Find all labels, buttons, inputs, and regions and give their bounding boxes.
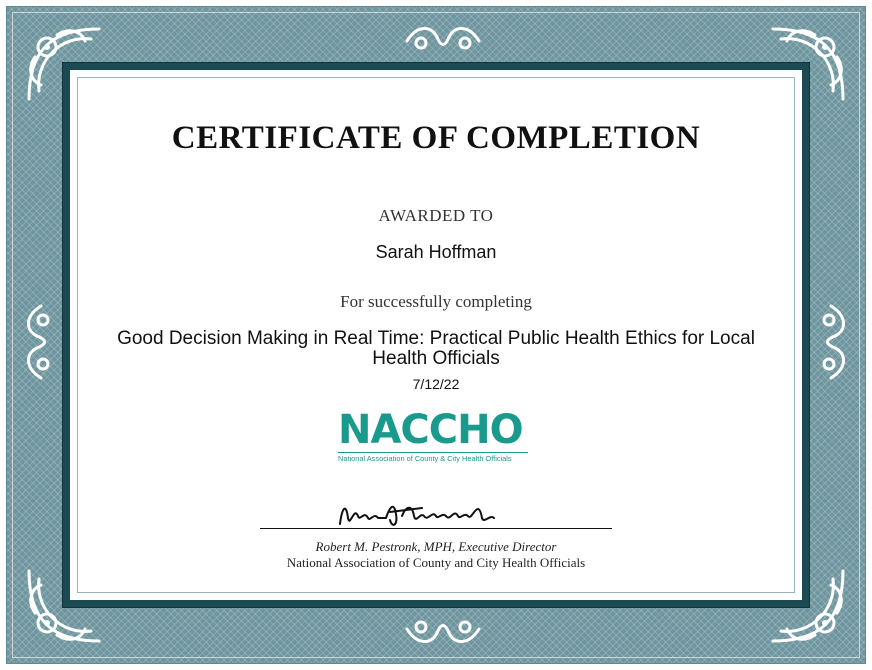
signatory-organization: National Association of County and City Health Officials — [286, 555, 586, 570]
signature-line — [260, 528, 612, 529]
course-title: Good Decision Making in Real Time: Practical Public Health Ethics for Local Health Officials — [117, 328, 755, 369]
signatory-name: Robert M. Pestronk, MPH, Executive Director — [315, 539, 557, 554]
logo-wordmark: NACCHO — [338, 407, 523, 453]
certificate-title: CERTIFICATE OF COMPLETION — [171, 120, 701, 156]
scroll-ornament-icon — [811, 302, 851, 382]
naccho-logo — [338, 407, 528, 466]
scroll-ornament-icon — [403, 21, 483, 61]
logo-tagline: National Association of County & City Health Officials — [338, 452, 528, 463]
scroll-ornament-icon — [403, 609, 483, 649]
certificate-content — [70, 70, 802, 600]
completion-label: For successfully completing — [340, 292, 532, 311]
completion-date: 7/12/22 — [412, 376, 460, 392]
handwritten-signature — [332, 488, 552, 532]
awarded-to-label: AWARDED TO — [378, 206, 494, 225]
scroll-ornament-icon — [21, 302, 61, 382]
recipient-name: Sarah Hoffman — [375, 242, 497, 262]
